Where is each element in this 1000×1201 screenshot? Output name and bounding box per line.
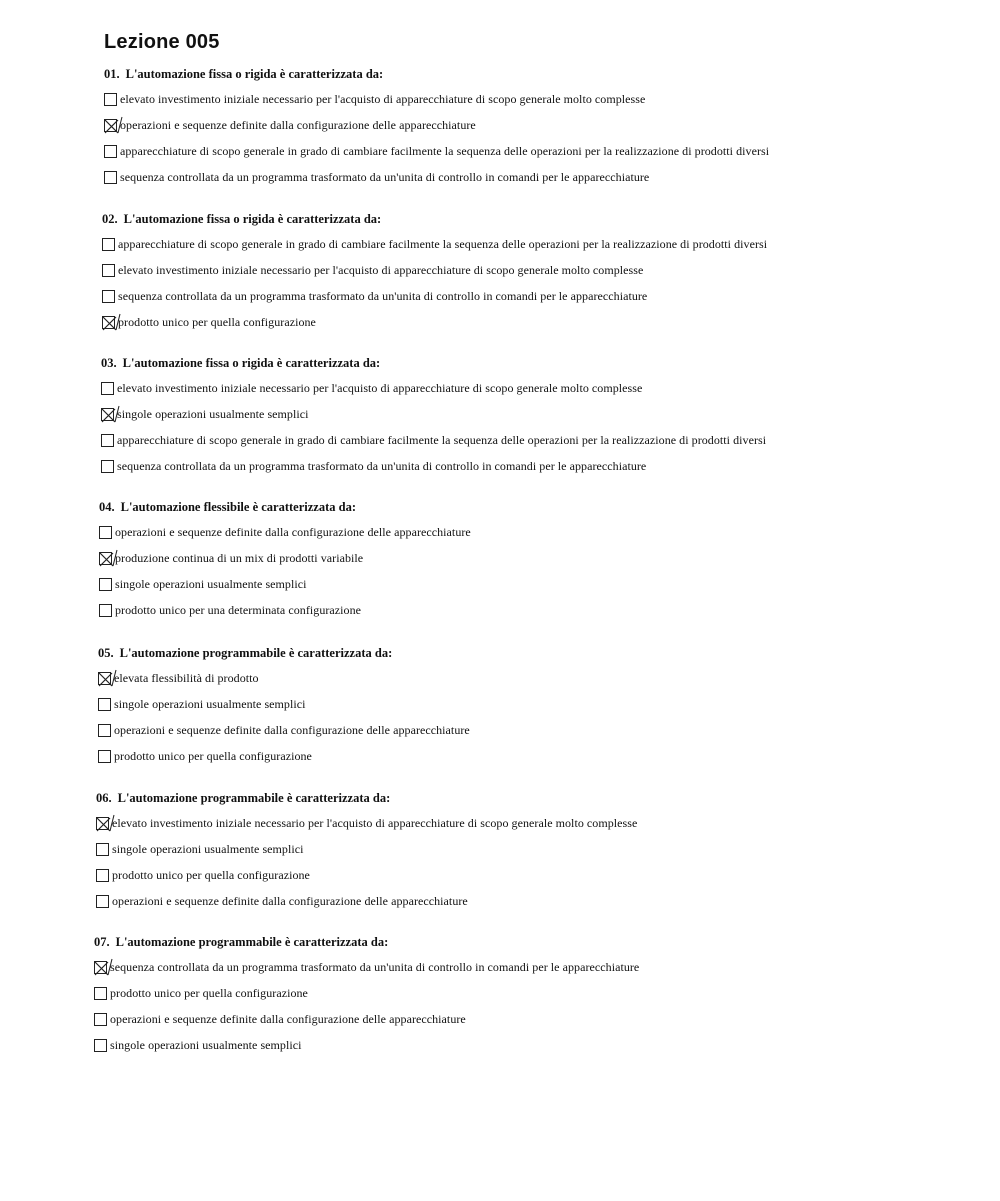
answer-option[interactable] bbox=[102, 231, 982, 257]
answer-text: elevato investimento iniziale necessario per l'acquisto di apparecchiature di scopo generale molto complesse bbox=[118, 263, 644, 277]
answer-option[interactable] bbox=[98, 717, 978, 743]
checkbox-checked[interactable] bbox=[102, 316, 115, 329]
answer-option[interactable] bbox=[104, 164, 984, 190]
checkbox-empty[interactable] bbox=[104, 93, 117, 106]
answer-text: apparecchiature di scopo generale in grado di cambiare facilmente la sequenza delle operazioni per la realizzazione di prodotti diversi bbox=[117, 433, 767, 447]
question-number: 07. bbox=[94, 935, 110, 949]
answer-text: operazioni e sequenze definite dalla configurazione delle apparecchiature bbox=[112, 894, 468, 908]
answer-option[interactable] bbox=[94, 1006, 974, 1032]
answer-text: apparecchiature di scopo generale in grado di cambiare facilmente la sequenza delle operazioni per la realizzazione di prodotti diversi bbox=[118, 237, 768, 251]
checkbox-empty[interactable] bbox=[102, 290, 115, 303]
answer-text: operazioni e sequenze definite dalla configurazione delle apparecchiature bbox=[114, 723, 470, 737]
answer-option[interactable] bbox=[101, 401, 981, 427]
checkbox-checked[interactable] bbox=[94, 961, 107, 974]
answer-text: singole operazioni usualmente semplici bbox=[115, 577, 307, 591]
checkbox-empty[interactable] bbox=[99, 604, 112, 617]
answer-text: elevato investimento iniziale necessario per l'acquisto di apparecchiature di scopo generale molto complesse bbox=[120, 92, 646, 106]
answer-option[interactable] bbox=[102, 309, 982, 335]
question-2 bbox=[102, 209, 982, 335]
checkbox-empty[interactable] bbox=[101, 460, 114, 473]
checkbox-empty[interactable] bbox=[96, 895, 109, 908]
question-heading bbox=[94, 932, 974, 952]
question-text: L'automazione programmabile è caratterizzata da: bbox=[119, 646, 393, 660]
check-mark bbox=[99, 405, 119, 425]
check-mark bbox=[100, 313, 120, 333]
checkbox-empty[interactable] bbox=[102, 238, 115, 251]
question-heading bbox=[99, 497, 979, 517]
answer-option[interactable] bbox=[96, 810, 976, 836]
answer-text: produzione continua di un mix di prodotti variabile bbox=[115, 551, 364, 565]
question-6 bbox=[96, 788, 976, 914]
page-title: Lezione 005 bbox=[104, 31, 220, 53]
answer-text: sequenza controllata da un programma trasformato da un'unita di controllo in comandi per le apparecchiature bbox=[118, 289, 648, 303]
checkbox-empty[interactable] bbox=[94, 1039, 107, 1052]
question-number: 06. bbox=[96, 791, 112, 805]
answer-option[interactable] bbox=[94, 1032, 974, 1058]
answer-option[interactable] bbox=[98, 743, 978, 769]
question-heading bbox=[101, 353, 981, 373]
answer-option[interactable] bbox=[99, 545, 979, 571]
answer-option[interactable] bbox=[96, 862, 976, 888]
checkbox-empty[interactable] bbox=[102, 264, 115, 277]
answer-text: prodotto unico per quella configurazione bbox=[112, 868, 310, 882]
answer-text: operazioni e sequenze definite dalla configurazione delle apparecchiature bbox=[115, 525, 471, 539]
question-text: L'automazione flessibile è caratterizzata da: bbox=[120, 500, 356, 514]
check-mark bbox=[92, 958, 112, 978]
answer-option[interactable] bbox=[99, 597, 979, 623]
answer-option[interactable] bbox=[104, 138, 984, 164]
answer-text: sequenza controllata da un programma trasformato da un'unita di controllo in comandi per le apparecchiature bbox=[110, 960, 640, 974]
answer-text: elevato investimento iniziale necessario per l'acquisto di apparecchiature di scopo generale molto complesse bbox=[112, 816, 638, 830]
question-text: L'automazione programmabile è caratterizzata da: bbox=[115, 935, 389, 949]
answer-option[interactable] bbox=[96, 888, 976, 914]
question-7 bbox=[94, 932, 974, 1058]
checkbox-empty[interactable] bbox=[98, 698, 111, 711]
answer-option[interactable] bbox=[104, 112, 984, 138]
answer-option[interactable] bbox=[101, 427, 981, 453]
question-number: 04. bbox=[99, 500, 115, 514]
answer-option[interactable] bbox=[98, 691, 978, 717]
checkbox-empty[interactable] bbox=[104, 145, 117, 158]
answer-option[interactable] bbox=[96, 836, 976, 862]
answer-option[interactable] bbox=[94, 980, 974, 1006]
answer-text: sequenza controllata da un programma trasformato da un'unita di controllo in comandi per le apparecchiature bbox=[117, 459, 647, 473]
checkbox-empty[interactable] bbox=[99, 526, 112, 539]
checkbox-empty[interactable] bbox=[96, 869, 109, 882]
answer-option[interactable] bbox=[102, 283, 982, 309]
question-heading bbox=[102, 209, 982, 229]
question-text: L'automazione fissa o rigida è caratterizzata da: bbox=[122, 356, 381, 370]
check-mark bbox=[94, 814, 114, 834]
checkbox-empty[interactable] bbox=[101, 434, 114, 447]
question-3 bbox=[101, 353, 981, 479]
answer-text: singole operazioni usualmente semplici bbox=[110, 1038, 302, 1052]
check-mark bbox=[102, 116, 122, 136]
answer-text: prodotto unico per quella configurazione bbox=[118, 315, 316, 329]
question-5 bbox=[98, 643, 978, 769]
answer-text: singole operazioni usualmente semplici bbox=[117, 407, 309, 421]
checkbox-checked[interactable] bbox=[99, 552, 112, 565]
question-text: L'automazione fissa o rigida è caratterizzata da: bbox=[125, 67, 384, 81]
checkbox-checked[interactable] bbox=[104, 119, 117, 132]
question-number: 02. bbox=[102, 212, 118, 226]
question-heading bbox=[98, 643, 978, 663]
question-4 bbox=[99, 497, 979, 623]
question-number: 05. bbox=[98, 646, 114, 660]
checkbox-empty[interactable] bbox=[104, 171, 117, 184]
answer-text: prodotto unico per quella configurazione bbox=[114, 749, 312, 763]
checkbox-empty[interactable] bbox=[96, 843, 109, 856]
answer-text: apparecchiature di scopo generale in grado di cambiare facilmente la sequenza delle operazioni per la realizzazione di prodotti diversi bbox=[120, 144, 770, 158]
question-number: 03. bbox=[101, 356, 117, 370]
question-text: L'automazione programmabile è caratterizzata da: bbox=[117, 791, 391, 805]
check-mark bbox=[96, 669, 116, 689]
answer-option[interactable] bbox=[101, 375, 981, 401]
answer-option[interactable] bbox=[102, 257, 982, 283]
checkbox-empty[interactable] bbox=[94, 987, 107, 1000]
checkbox-empty[interactable] bbox=[101, 382, 114, 395]
answer-text: prodotto unico per una determinata configurazione bbox=[115, 603, 362, 617]
answer-text: elevata flessibilità di prodotto bbox=[114, 671, 259, 685]
checkbox-empty[interactable] bbox=[98, 724, 111, 737]
answer-text: sequenza controllata da un programma trasformato da un'unita di controllo in comandi per le apparecchiature bbox=[120, 170, 650, 184]
checkbox-checked[interactable] bbox=[98, 672, 111, 685]
question-number: 01. bbox=[104, 67, 120, 81]
answer-text: operazioni e sequenze definite dalla configurazione delle apparecchiature bbox=[120, 118, 476, 132]
answer-option[interactable] bbox=[99, 519, 979, 545]
answer-option[interactable] bbox=[99, 571, 979, 597]
checkbox-empty[interactable] bbox=[94, 1013, 107, 1026]
answer-text: singole operazioni usualmente semplici bbox=[114, 697, 306, 711]
checkbox-empty[interactable] bbox=[99, 578, 112, 591]
answer-text: prodotto unico per quella configurazione bbox=[110, 986, 308, 1000]
question-heading bbox=[104, 64, 984, 84]
answer-text: elevato investimento iniziale necessario per l'acquisto di apparecchiature di scopo generale molto complesse bbox=[117, 381, 643, 395]
answer-option[interactable] bbox=[94, 954, 974, 980]
checkbox-checked[interactable] bbox=[101, 408, 114, 421]
answer-text: singole operazioni usualmente semplici bbox=[112, 842, 304, 856]
checkbox-empty[interactable] bbox=[98, 750, 111, 763]
answer-option[interactable] bbox=[98, 665, 978, 691]
answer-text: operazioni e sequenze definite dalla configurazione delle apparecchiature bbox=[110, 1012, 466, 1026]
checkbox-checked[interactable] bbox=[96, 817, 109, 830]
answer-option[interactable] bbox=[101, 453, 981, 479]
question-1 bbox=[104, 64, 984, 190]
answer-option[interactable] bbox=[104, 86, 984, 112]
question-text: L'automazione fissa o rigida è caratterizzata da: bbox=[123, 212, 382, 226]
question-heading bbox=[96, 788, 976, 808]
check-mark bbox=[97, 549, 117, 569]
